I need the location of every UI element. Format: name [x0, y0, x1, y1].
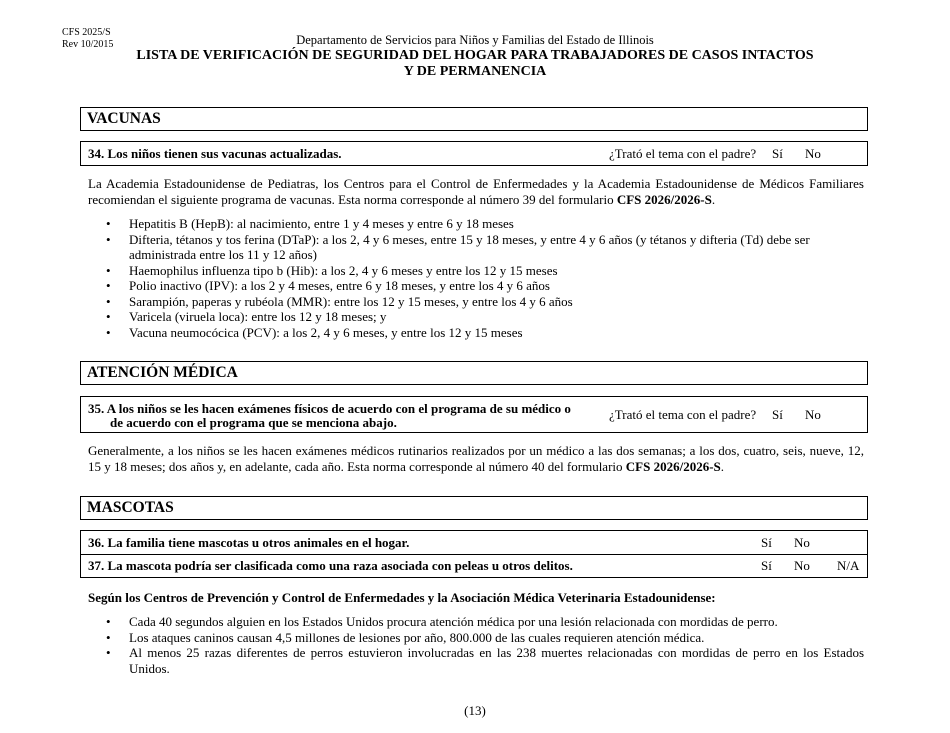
question-35-box	[80, 396, 868, 433]
list-item-text: Varicela (viruela loca): entre los 12 y 18 meses; y	[129, 309, 387, 324]
section-mascotas-title: MASCOTAS	[87, 499, 174, 516]
question-34-box	[80, 141, 868, 166]
question-36-no-option[interactable]: No	[794, 535, 810, 550]
question-34-text: 34. Los niños tienen sus vacunas actualizadas.	[88, 146, 342, 161]
atencion-form-reference: CFS 2026/2026-S	[625, 458, 721, 474]
list-item-text: Al menos 25 razas diferentes de perros estuvieron involucradas en las 238 muertes relacionadas con mordidas de perro en los Estados Unidos.	[129, 645, 864, 676]
vacunas-paragraph	[88, 176, 864, 207]
bullet-icon: •	[106, 324, 111, 340]
section-mascotas-header	[80, 496, 868, 520]
question-37-na-option[interactable]: N/A	[837, 558, 860, 573]
list-item	[88, 278, 864, 294]
bullet-icon: •	[106, 231, 111, 247]
atencion-paragraph	[88, 443, 864, 474]
bullet-icon: •	[106, 216, 111, 231]
question-37-text: 37. La mascota podría ser clasificada como una raza asociada con peleas u otros delitos.	[88, 558, 573, 573]
vacunas-form-reference: CFS 2026/2026-S	[616, 191, 712, 207]
question-37-yes-option[interactable]: Sí	[761, 558, 772, 573]
question-35-prompt: ¿Trató el tema con el padre?	[609, 407, 757, 422]
list-item-text: Haemophilus influenza tipo b (Hib): a los 2, 4 y 6 meses y entre los 12 y 15 meses	[129, 262, 558, 278]
list-item	[88, 325, 864, 341]
document-title-line2: Y DE PERMANENCIA	[403, 64, 547, 79]
bullet-icon: •	[106, 309, 111, 324]
section-atencion-title: ATENCIÓN MÉDICA	[87, 364, 238, 381]
question-37-no-option[interactable]: No	[794, 558, 810, 573]
question-34-yes-option[interactable]: Sí	[772, 146, 783, 161]
bullet-icon: •	[106, 278, 111, 293]
row-divider	[81, 554, 867, 555]
list-item	[88, 232, 864, 263]
question-34-prompt: ¿Trató el tema con el padre?	[609, 146, 757, 161]
vacunas-paragraph-text: La Academia Estadounidense de Pediatras, los Centros para el Control de Enfermedades y la Academia Estadounidense de Médicos Familiares recomiendan el siguiente programa de vacunas. Esta norma corresponde al número 39 del formulario	[88, 176, 864, 207]
list-item	[88, 645, 864, 676]
list-item	[88, 294, 864, 310]
list-item	[88, 309, 864, 325]
vacunas-schedule-list	[88, 216, 864, 340]
mascotas-subheading: Según los Centros de Prevención y Control de Enfermedades y la Asociación Médica Veterinaria Estadounidense:	[88, 590, 716, 605]
list-item	[88, 216, 864, 232]
question-36-text: 36. La familia tiene mascotas u otros animales en el hogar.	[88, 535, 410, 550]
bullet-icon: •	[106, 293, 111, 309]
document-title-line1: LISTA DE VERIFICACIÓN DE SEGURIDAD DEL HOGAR PARA TRABAJADORES DE CASOS INTACTOS	[136, 48, 814, 63]
list-item	[88, 263, 864, 279]
vacunas-paragraph-end: .	[711, 191, 716, 207]
mascotas-facts-list	[88, 614, 864, 676]
question-35-text-line2: de acuerdo con el programa que se menciona abajo.	[110, 415, 397, 430]
page-number: (13)	[464, 703, 486, 718]
question-36-yes-option[interactable]: Sí	[761, 535, 772, 550]
section-vacunas-title: VACUNAS	[87, 110, 161, 127]
question-35-yes-option[interactable]: Sí	[772, 407, 783, 422]
bullet-icon: •	[106, 645, 111, 660]
list-item-text: Los ataques caninos causan 4,5 millones de lesiones por año, 800.000 de las cuales requieren atención médica.	[129, 629, 705, 645]
list-item-text: Sarampión, paperas y rubéola (MMR): entre los 12 y 15 meses, y entre los 4 y 6 años	[129, 293, 573, 309]
bullet-icon: •	[106, 262, 111, 278]
list-item-text: Hepatitis B (HepB): al nacimiento, entre 1 y 4 meses y entre 6 y 18 meses	[129, 216, 514, 231]
bullet-icon: •	[106, 614, 111, 629]
form-number: CFS 2025/S	[62, 27, 111, 38]
question-35-no-option[interactable]: No	[805, 407, 821, 422]
section-vacunas-header	[80, 107, 868, 131]
list-item	[88, 630, 864, 646]
list-item-text: Difteria, tétanos y tos ferina (DTaP): a los 2, 4 y 6 meses, entre 15 y 18 meses, y entre 4 y 6 años (y tétanos y difteria (Td) debe ser administrada entre los 11 y 12 años)	[129, 231, 810, 262]
list-item-text: Cada 40 segundos alguien en los Estados Unidos procura atención médica por una lesión relacionada con mordidas de perro.	[129, 614, 778, 629]
atencion-paragraph-text: Generalmente, a los niños se les hacen exámenes médicos rutinarios realizados por un médico a las dos semanas; a los dos, cuatro, seis, nueve, 12, 15 y 18 meses; dos años y, en adelante, cada año. Esta norma corresponde al número 40 del formulario	[88, 443, 864, 474]
section-atencion-header	[80, 361, 868, 385]
department-name: Departamento de Servicios para Niños y Familias del Estado de Illinois	[296, 33, 654, 47]
list-item	[88, 614, 864, 630]
list-item-text: Polio inactivo (IPV): a los 2 y 4 meses, entre 6 y 18 meses, y entre los 4 y 6 años	[129, 278, 550, 293]
question-35-text-line1: 35. A los niños se les hacen exámenes físicos de acuerdo con el programa de su médico o	[88, 401, 571, 416]
form-revision: Rev 10/2015	[62, 39, 114, 50]
question-34-no-option[interactable]: No	[805, 146, 821, 161]
list-item-text: Vacuna neumocócica (PCV): a los 2, 4 y 6 meses, y entre los 12 y 15 meses	[129, 324, 523, 340]
atencion-paragraph-end: .	[720, 458, 725, 474]
questions-36-37-box	[80, 530, 868, 578]
bullet-icon: •	[106, 629, 111, 645]
